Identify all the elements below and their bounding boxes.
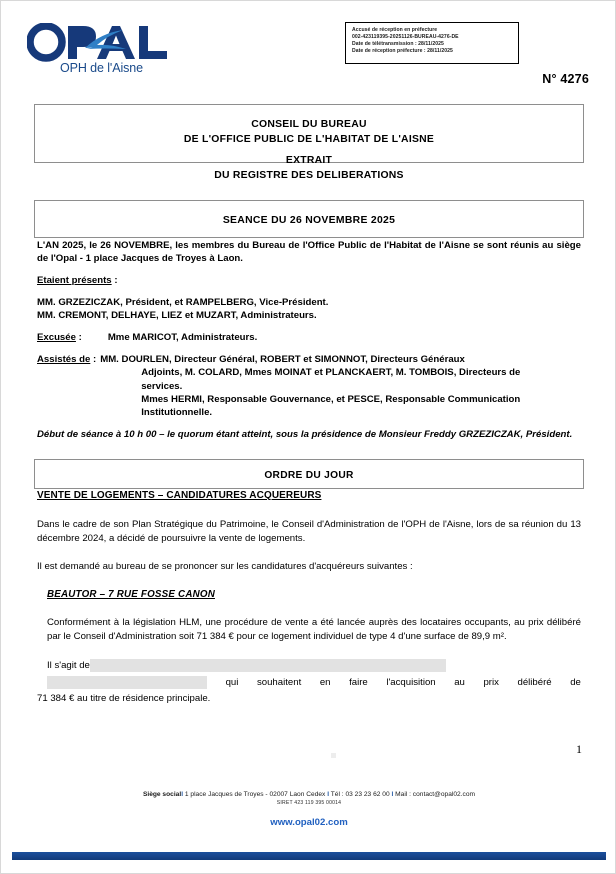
footer-address-part-c: Mail : contact@opal02.com xyxy=(393,791,476,798)
opal-logo xyxy=(27,23,177,79)
redacted-word-9: de xyxy=(570,676,581,688)
footer-separator-1: I xyxy=(181,791,184,798)
page-number: 1 xyxy=(576,742,582,756)
seance-label: SEANCE DU 26 NOVEMBRE 2025 xyxy=(222,215,396,226)
redacted-second-line xyxy=(47,675,581,692)
redacted-intro-text: Il s'agit de xyxy=(47,660,90,672)
section-paragraph-1: Dans le cadre de son Plan Stratégique du Patrimoine, le Conseil d'Administration de l'OPH de l'Aisne, lors de sa réunion du 13 décembre 2024, a décidé de poursuivre la vente de logements. xyxy=(37,519,581,544)
redaction-block-1 xyxy=(90,659,446,672)
extrait-line-2: DU REGISTRE DES DELIBERATIONS xyxy=(214,169,404,181)
ordre-du-jour-box xyxy=(34,459,584,489)
footer-blue-bar xyxy=(12,852,606,860)
redacted-word-5: l'acquisition xyxy=(386,676,436,688)
footer-address-part-a: 1 place Jacques de Troyes - 02007 Laon Cedex xyxy=(183,791,328,798)
redacted-first-line xyxy=(47,658,581,675)
footer-website[interactable]: www.opal02.com xyxy=(270,817,348,828)
excused-colon: : xyxy=(75,332,82,344)
redacted-word-7: prix xyxy=(483,676,499,688)
present-colon: : xyxy=(111,275,118,287)
document-footer xyxy=(1,791,616,828)
redacted-paragraph xyxy=(37,658,581,708)
prefecture-receipt-stamp xyxy=(345,22,519,64)
title-line-1: CONSEIL DU BUREAU xyxy=(251,119,367,130)
meeting-details xyxy=(37,239,581,441)
footer-separator-2: I xyxy=(327,791,330,798)
stamp-line-3: Date de télétransmission : 28/11/2025 xyxy=(352,41,444,48)
assisted-line-3: services. xyxy=(141,380,183,392)
excused-row xyxy=(37,331,581,344)
intro-paragraph: L'AN 2025, le 26 NOVEMBRE, les membres du Bureau de l'Office Public de l'Habitat de l'Aisne se sont réunis au siège de l'Opal - 1 place Jacques de Troyes à Laon. xyxy=(37,240,581,265)
assisted-value xyxy=(96,353,581,419)
logo-subtitle: OPH de l'Aisne xyxy=(60,61,143,75)
ordre-du-jour-label: ORDRE DU JOUR xyxy=(264,470,354,481)
title-line-2: DE L'OFFICE PUBLIC DE L'HABITAT DE L'AISNE xyxy=(183,133,435,145)
present-line-2: MM. CREMONT, DELHAYE, LIEZ et MUZART, Administrateurs. xyxy=(37,309,317,321)
opal-logo-mark xyxy=(27,23,177,63)
assisted-row xyxy=(37,353,581,419)
footer-address-part-b: Tél : 03 23 23 62 00 xyxy=(329,791,392,798)
opening-statement: Début de séance à 10 h 00 – le quorum étant atteint, sous la présidence de Monsieur Freddy GRZEZICZAK, Président. xyxy=(37,429,573,441)
excused-label: Excusée xyxy=(37,332,76,344)
section-paragraph-3: Conformément à la législation HLM, une procédure de vente a été lancée auprès des locataires occupants, au prix délibéré par le Conseil d'Administration soit 71 384 € pour ce logement individuel de type 4 d'une surface de 89,9 m². xyxy=(47,617,581,642)
assisted-line-5: Institutionnelle. xyxy=(141,407,213,419)
redacted-word-1: qui xyxy=(225,676,239,688)
agenda-section xyxy=(37,489,581,708)
redacted-word-2: souhaitent xyxy=(256,676,302,688)
document-number: N° 4276 xyxy=(542,72,589,86)
scan-artifact xyxy=(331,753,336,758)
redaction-block-2 xyxy=(47,676,207,689)
assisted-line-2: Adjoints, M. COLARD, Mmes MOINAT et PLANCKAERT, M. TOMBOIS, Directeurs de xyxy=(141,367,521,379)
assisted-colon: : xyxy=(90,354,97,366)
footer-address-line xyxy=(1,791,616,798)
stamp-line-4: Date de réception préfecture : 28/11/2025 xyxy=(352,48,453,55)
excused-value: Mme MARICOT, Administrateurs. xyxy=(107,332,258,344)
section-paragraph-2: Il est demandé au bureau de se prononcer sur les candidatures d'acquéreurs suivantes : xyxy=(37,560,413,572)
present-names xyxy=(37,296,581,322)
property-address: BEAUTOR – 7 RUE FOSSE CANON xyxy=(47,589,215,601)
redacted-word-6: au xyxy=(454,676,465,688)
extrait-heading xyxy=(34,154,584,183)
redacted-last-line: 71 384 € au titre de résidence principale. xyxy=(37,693,211,705)
present-line-1: MM. GRZEZICZAK, Président, et RAMPELBERG, Vice-Président. xyxy=(37,296,329,308)
stamp-line-2: 002-423119395-20251126-BUREAU-4276-DE xyxy=(352,34,459,41)
footer-separator-3: I xyxy=(391,791,394,798)
footer-address-label: Siège social xyxy=(142,791,182,798)
seance-box xyxy=(34,200,584,238)
present-label: Etaient présents xyxy=(37,275,112,287)
assisted-label: Assistés de xyxy=(37,354,91,366)
extrait-line-1: EXTRAIT xyxy=(285,155,333,166)
stamp-line-1: Accusé de réception en préfecture xyxy=(352,27,438,33)
redacted-word-3: en xyxy=(319,676,331,688)
assisted-line-4: Mmes HERMI, Responsable Gouvernance, et PESCE, Responsable Communication xyxy=(141,393,521,405)
footer-siret: SIRET 423 119 395 00014 xyxy=(276,800,342,806)
section-title: VENTE DE LOGEMENTS – CANDIDATURES ACQUEREURS xyxy=(37,490,322,501)
assisted-line-1: MM. DOURLEN, Directeur Général, ROBERT et SIMONNOT, Directeurs Généraux xyxy=(100,354,465,366)
redacted-word-8: délibéré xyxy=(517,676,552,688)
redacted-word-4: faire xyxy=(349,676,368,688)
present-row xyxy=(37,274,581,287)
document-header xyxy=(1,1,616,96)
